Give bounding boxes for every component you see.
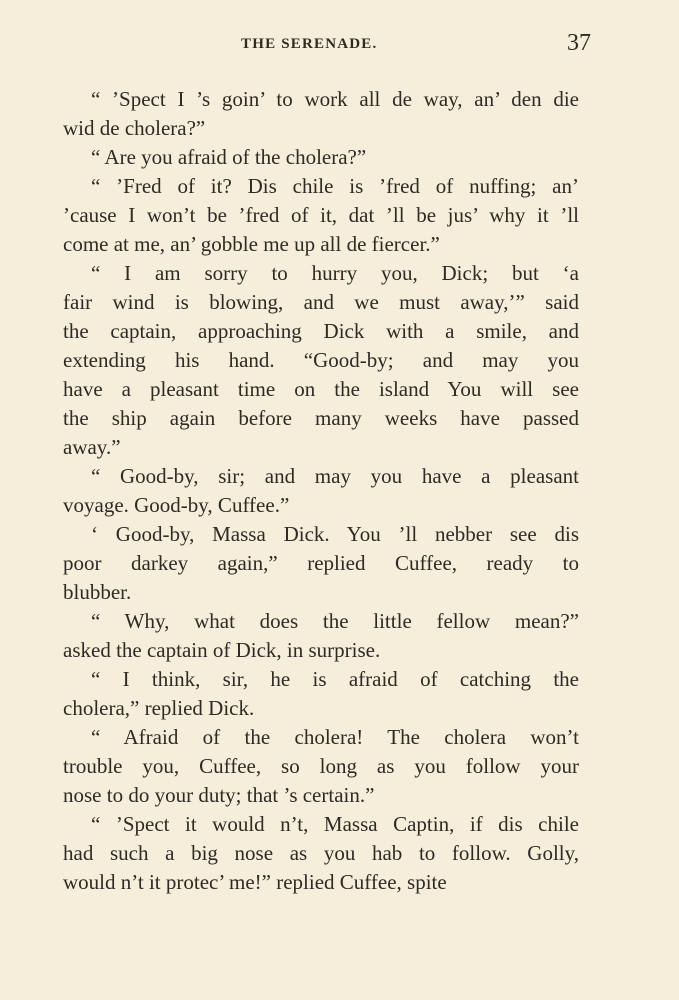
text-line: wid de cholera?” — [63, 116, 206, 140]
text-line: the ship again before many weeks have passed — [63, 406, 579, 430]
text-line: voyage. Good-by, Cuffee.” — [63, 493, 290, 517]
text-line: “ I think, sir, he is afraid of catching the — [91, 667, 579, 691]
page-body — [63, 85, 579, 897]
page-header — [63, 30, 591, 62]
paragraph — [63, 665, 579, 723]
text-line: “ Are you afraid of the cholera?” — [91, 145, 367, 169]
text-line: trouble you, Cuffee, so long as you follow your — [63, 754, 579, 778]
text-line: “ Afraid of the cholera! The cholera won’t — [91, 725, 579, 749]
text-line: nose to do your duty; that ’s certain.” — [63, 783, 375, 807]
paragraph — [63, 462, 579, 520]
paragraph — [63, 607, 579, 665]
running-head: THE SERENADE. — [241, 36, 378, 52]
paragraph — [63, 85, 579, 143]
text-line: had such a big nose as you hab to follow. Golly, — [63, 841, 579, 865]
text-line: “ Good-by, sir; and may you have a pleasant — [91, 464, 579, 488]
text-line: “ Why, what does the little fellow mean?” — [91, 609, 579, 633]
paragraph — [63, 143, 579, 172]
text-line: “ ’Fred of it? Dis chile is ’fred of nuffing; an’ — [91, 174, 579, 198]
paragraph — [63, 259, 579, 462]
text-line: blubber. — [63, 580, 132, 604]
paragraph — [63, 723, 579, 810]
text-line: come at me, an’ gobble me up all de fiercer.” — [63, 232, 440, 256]
page-number: 37 — [567, 30, 591, 56]
text-line: ’cause I won’t be ’fred of it, dat ’ll be jus’ why it ’ll — [63, 203, 579, 227]
text-line: the captain, approaching Dick with a smile, and — [63, 319, 579, 343]
text-line: away.” — [63, 435, 121, 459]
text-line: extending his hand. “Good-by; and may you — [63, 348, 579, 372]
paragraph — [63, 172, 579, 259]
paragraph — [63, 810, 579, 897]
text-line: asked the captain of Dick, in surprise. — [63, 638, 381, 662]
text-line: ‘ Good-by, Massa Dick. You ’ll nebber see dis — [91, 522, 579, 546]
text-line: have a pleasant time on the island You will see — [63, 377, 579, 401]
text-line: cholera,” replied Dick. — [63, 696, 255, 720]
text-line: “ ’Spect I ’s goin’ to work all de way, an’ den die — [91, 87, 579, 111]
text-line: “ ’Spect it would n’t, Massa Captin, if dis chile — [91, 812, 579, 836]
text-line: “ I am sorry to hurry you, Dick; but ‘a — [91, 261, 579, 285]
text-line: fair wind is blowing, and we must away,’” said — [63, 290, 579, 314]
paragraph — [63, 520, 579, 607]
text-line: would n’t it protec’ me!” replied Cuffee, spite — [63, 870, 447, 894]
text-line: poor darkey again,” replied Cuffee, ready to — [63, 551, 579, 575]
